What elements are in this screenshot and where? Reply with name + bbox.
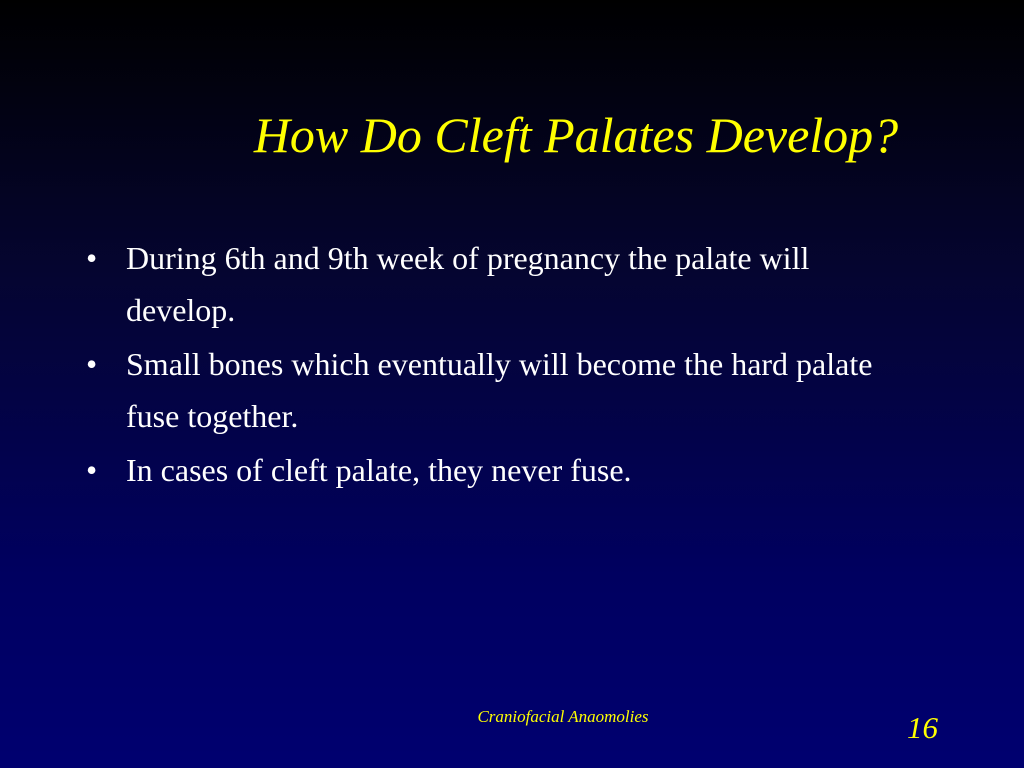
bullet-text: During 6th and 9th week of pregnancy the palate will develop. <box>126 240 810 328</box>
bullet-item <box>86 444 926 496</box>
bullet-item <box>86 338 926 442</box>
bullet-icon: • <box>86 240 98 276</box>
bullet-text: Small bones which eventually will become the hard palate fuse together. <box>126 346 873 434</box>
bullet-text: In cases of cleft palate, they never fuse. <box>126 452 632 488</box>
bullet-list <box>86 232 926 498</box>
footer-text: Craniofacial Anaomolies <box>477 707 649 726</box>
page-number: 16 <box>907 710 938 745</box>
bullet-item <box>86 232 926 336</box>
bullet-icon: • <box>86 346 98 382</box>
slide-title: How Do Cleft Palates Develop? <box>253 107 899 163</box>
bullet-icon: • <box>86 452 98 488</box>
